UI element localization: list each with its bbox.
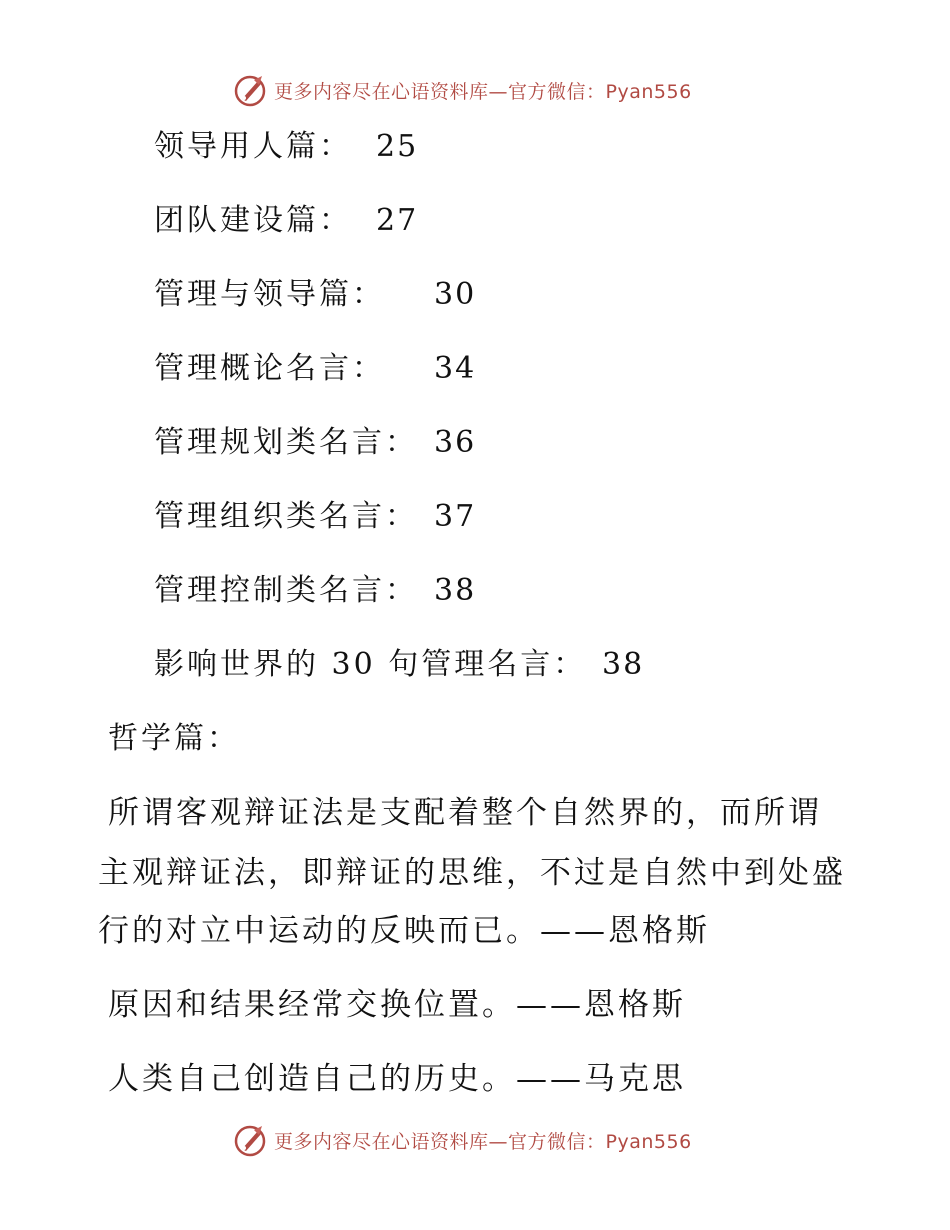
watermark-footer xyxy=(232,1122,692,1158)
quote-line: 行的对立中运动的反映而已。——恩格斯 xyxy=(98,913,710,949)
toc-entry-page: 38 xyxy=(434,573,477,608)
toc-entry[interactable] xyxy=(154,425,477,461)
watermark-header xyxy=(232,72,692,108)
toc-entry-page: 34 xyxy=(434,351,477,386)
toc-entry-title: 管理控制类名言： xyxy=(154,573,418,608)
toc-entry-page: 37 xyxy=(434,499,477,534)
toc-entry-page: 38 xyxy=(602,647,645,682)
toc-entry[interactable] xyxy=(154,129,419,165)
toc-entry-title: 管理规划类名言： xyxy=(154,425,418,460)
toc-entry[interactable] xyxy=(154,647,645,683)
toc-entry-title: 影响世界的 30 句管理名言： xyxy=(154,647,587,682)
quote-line: 原因和结果经常交换位置。——恩格斯 xyxy=(108,987,686,1023)
toc-entry-page: 25 xyxy=(376,129,419,164)
toc-entry-title: 管理概论名言： xyxy=(154,351,385,386)
toc-entry-title: 团队建设篇： xyxy=(154,203,352,238)
toc-entry-title: 领导用人篇： xyxy=(154,129,352,164)
toc-entry[interactable] xyxy=(154,277,477,313)
quote-line: 人类自己创造自己的历史。——马克思 xyxy=(108,1061,686,1097)
toc-entry-page: 27 xyxy=(376,203,419,238)
toc-entry-title: 管理组织类名言： xyxy=(154,499,418,534)
quote-line: 主观辩证法，即辩证的思维，不过是自然中到处盛 xyxy=(98,855,846,891)
toc-entry-page: 30 xyxy=(434,277,477,312)
toc-entry[interactable] xyxy=(154,351,477,387)
quill-pen-logo-icon xyxy=(232,72,268,108)
toc-entry-page: 36 xyxy=(434,425,477,460)
watermark-text: 更多内容尽在心语资料库—官方微信：Pyan556 xyxy=(274,1130,692,1153)
toc-entry-title: 管理与领导篇： xyxy=(154,277,385,312)
toc-entry[interactable] xyxy=(154,573,477,609)
toc-entry[interactable] xyxy=(154,203,419,239)
toc-entry[interactable] xyxy=(154,499,477,535)
watermark-text: 更多内容尽在心语资料库—官方微信：Pyan556 xyxy=(274,80,692,103)
section-heading: 哲学篇： xyxy=(108,721,240,756)
quill-pen-logo-icon xyxy=(232,1122,268,1158)
quote-line: 所谓客观辩证法是支配着整个自然界的，而所谓 xyxy=(108,795,822,831)
